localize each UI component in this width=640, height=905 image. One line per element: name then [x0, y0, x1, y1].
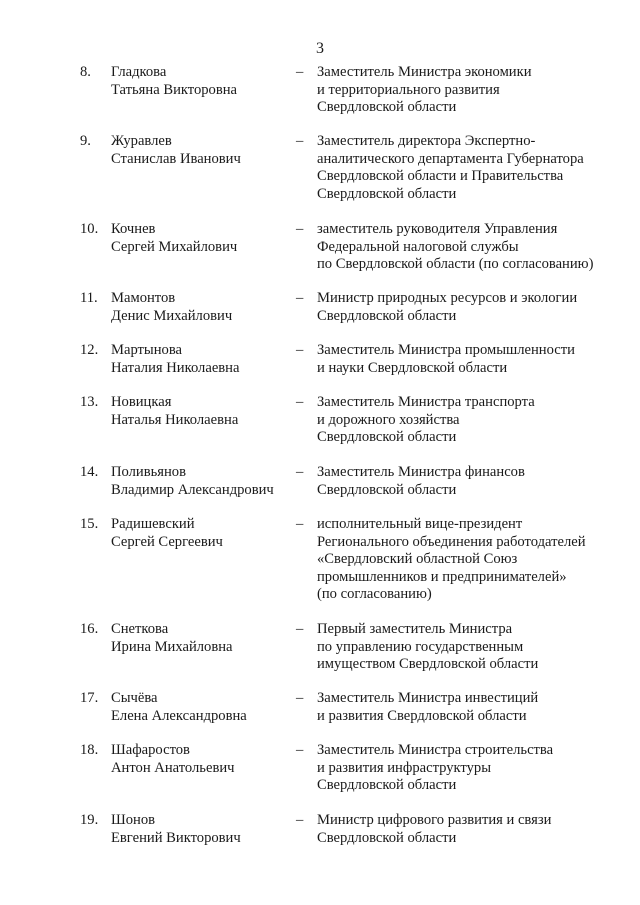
surname: Мамонтов — [111, 290, 176, 306]
position-line: (по согласованию) — [317, 586, 432, 602]
position-line: Свердловской области — [317, 777, 457, 793]
list-item — [0, 621, 640, 674]
position-title — [317, 812, 617, 847]
given-name: Владимир Александрович — [111, 481, 274, 498]
position-line: Министр природных ресурсов и экологии — [317, 290, 578, 306]
person-name — [111, 516, 291, 551]
person-name — [111, 221, 291, 256]
given-name: Станислав Иванович — [111, 150, 241, 167]
position-title — [317, 64, 617, 117]
surname: Радишевский — [111, 516, 195, 532]
list-item — [0, 464, 640, 499]
item-number: 10. — [80, 221, 99, 237]
position-line: Заместитель Министра транспорта — [317, 394, 535, 410]
list-item — [0, 516, 640, 604]
position-line: Регионального объединения работодателей — [317, 533, 586, 550]
person-name — [111, 64, 291, 99]
position-line: Министр цифрового развития и связи — [317, 812, 552, 828]
item-number: 8. — [80, 64, 91, 80]
item-number: 11. — [80, 290, 98, 306]
position-title — [317, 290, 617, 325]
position-line: Свердловской области — [317, 307, 457, 324]
given-name: Сергей Михайлович — [111, 238, 238, 255]
dash-separator: – — [296, 64, 304, 80]
list-item — [0, 812, 640, 847]
position-title — [317, 742, 617, 795]
position-line: Заместитель Министра экономики — [317, 64, 532, 80]
item-number: 14. — [80, 464, 99, 480]
position-title — [317, 690, 617, 725]
person-name — [111, 690, 291, 725]
position-line: имуществом Свердловской области — [317, 656, 539, 672]
item-number: 16. — [80, 621, 99, 637]
given-name: Антон Анатольевич — [111, 759, 235, 776]
position-line: по управлению государственным — [317, 638, 524, 655]
dash-separator: – — [296, 690, 304, 706]
position-title — [317, 221, 617, 274]
position-line: и развития Свердловской области — [317, 707, 527, 724]
position-line: и науки Свердловской области — [317, 359, 508, 376]
position-line: Свердловской области и Правительства — [317, 168, 564, 184]
person-name — [111, 133, 291, 168]
position-line: Заместитель Министра строительства — [317, 742, 554, 758]
given-name: Елена Александровна — [111, 707, 247, 724]
position-line: исполнительный вице-президент — [317, 516, 523, 532]
person-name — [111, 342, 291, 377]
person-name — [111, 394, 291, 429]
surname: Гладкова — [111, 64, 167, 80]
position-line: Заместитель Министра инвестиций — [317, 690, 539, 706]
dash-separator: – — [296, 394, 304, 410]
position-line: заместитель руководителя Управления — [317, 221, 558, 237]
given-name: Ирина Михайловна — [111, 638, 233, 655]
dash-separator: – — [296, 516, 304, 532]
list-item — [0, 394, 640, 447]
list-item — [0, 742, 640, 795]
given-name: Татьяна Викторовна — [111, 81, 238, 98]
position-line: Свердловской области — [317, 829, 457, 846]
position-line: Заместитель Министра финансов — [317, 464, 525, 480]
dash-separator: – — [296, 464, 304, 480]
position-title — [317, 342, 617, 377]
position-line: «Свердловский областной Союз — [317, 551, 518, 567]
surname: Мартынова — [111, 342, 183, 358]
position-line: Свердловской области — [317, 481, 457, 498]
position-line: Свердловской области — [317, 185, 457, 202]
position-line: и дорожного хозяйства — [317, 411, 460, 428]
dash-separator: – — [296, 221, 304, 237]
position-line: промышленников и предпринимателей» — [317, 568, 567, 585]
given-name: Сергей Сергеевич — [111, 533, 223, 550]
list-item — [0, 290, 640, 325]
list-item — [0, 690, 640, 725]
list-item — [0, 342, 640, 377]
item-number: 18. — [80, 742, 99, 758]
dash-separator: – — [296, 621, 304, 637]
list-item — [0, 64, 640, 117]
list-item — [0, 221, 640, 274]
surname: Новицкая — [111, 394, 172, 410]
person-name — [111, 742, 291, 777]
dash-separator: – — [296, 133, 304, 149]
person-name — [111, 464, 291, 499]
given-name: Евгений Викторович — [111, 829, 241, 846]
item-number: 9. — [80, 133, 91, 149]
surname: Журавлев — [111, 133, 172, 149]
person-name — [111, 290, 291, 325]
page-number: 3 — [316, 40, 324, 57]
dash-separator: – — [296, 342, 304, 358]
dash-separator: – — [296, 290, 304, 306]
surname: Сычёва — [111, 690, 158, 706]
position-line: по Свердловской области (по согласованию) — [317, 256, 594, 272]
list-item — [0, 133, 640, 203]
position-line: Первый заместитель Министра — [317, 621, 513, 637]
position-title — [317, 464, 617, 499]
position-line: Заместитель директора Экспертно- — [317, 133, 536, 149]
person-name — [111, 621, 291, 656]
position-title — [317, 394, 617, 447]
given-name: Денис Михайлович — [111, 307, 233, 324]
position-line: Заместитель Министра промышленности — [317, 342, 575, 358]
item-number: 17. — [80, 690, 99, 706]
given-name: Наталья Николаевна — [111, 411, 239, 428]
position-line: Свердловской области — [317, 99, 457, 115]
dash-separator: – — [296, 742, 304, 758]
person-name — [111, 812, 291, 847]
item-number: 19. — [80, 812, 99, 828]
item-number: 15. — [80, 516, 99, 532]
given-name: Наталия Николаевна — [111, 359, 240, 376]
position-line: Свердловской области — [317, 429, 457, 445]
surname: Шонов — [111, 812, 156, 828]
item-number: 12. — [80, 342, 99, 358]
surname: Поливьянов — [111, 464, 186, 480]
surname: Кочнев — [111, 221, 156, 237]
position-line: и развития инфраструктуры — [317, 759, 492, 776]
position-title — [317, 133, 617, 203]
position-title — [317, 621, 617, 674]
surname: Снеткова — [111, 621, 169, 637]
dash-separator: – — [296, 812, 304, 828]
position-line: Федеральной налоговой службы — [317, 238, 519, 255]
position-line: аналитического департамента Губернатора — [317, 150, 584, 167]
item-number: 13. — [80, 394, 99, 410]
position-line: и территориального развития — [317, 81, 500, 98]
surname: Шафаростов — [111, 742, 190, 758]
position-title — [317, 516, 617, 604]
